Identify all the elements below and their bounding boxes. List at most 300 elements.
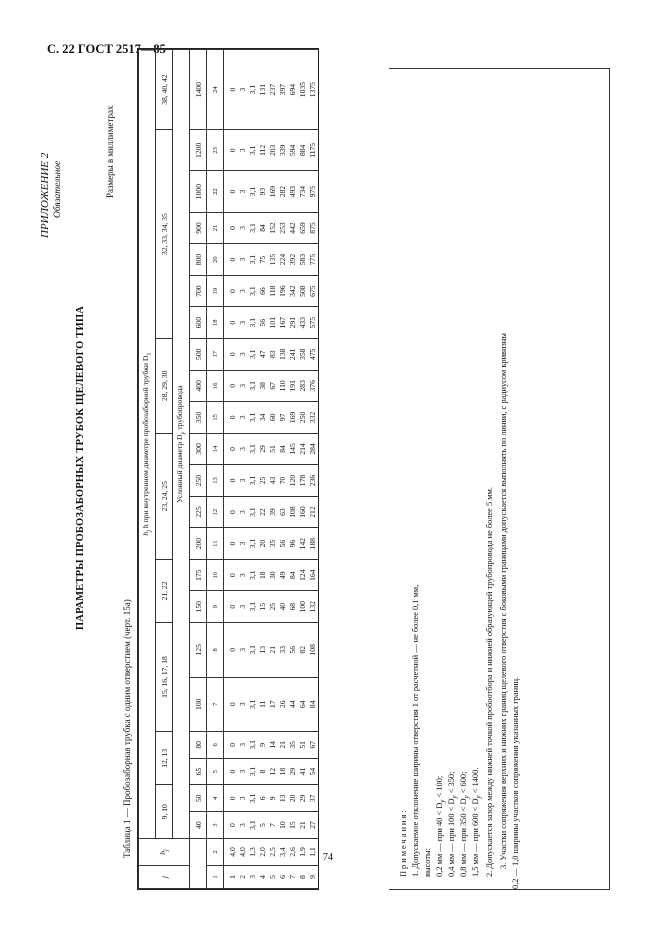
column-number: 5 xyxy=(206,758,223,785)
h-value-cell: 0 xyxy=(223,307,238,339)
h-value-cell: 3,1 xyxy=(248,591,258,623)
table-row xyxy=(248,50,258,889)
column-number: 24 xyxy=(206,50,223,130)
h-value-cell: 142 xyxy=(298,528,308,560)
h-value-cell: 67 xyxy=(268,370,278,402)
table-row xyxy=(258,50,268,889)
column-number: 3 xyxy=(206,812,223,839)
column-number: 17 xyxy=(206,338,223,370)
row-bj: 4,0 xyxy=(238,839,248,866)
h-value-cell: 3 xyxy=(238,528,248,560)
h-value-cell: 3,1 xyxy=(248,338,258,370)
table-caption: Таблица 1 — Пробозаборная трубка с одним отверстием (черт. 15а) xyxy=(121,599,132,858)
h-value-cell: 152 xyxy=(268,212,278,244)
dy-value-header: 80 xyxy=(189,732,206,759)
h-value-cell: 135 xyxy=(268,244,278,276)
h-value-cell: 15 xyxy=(258,591,268,623)
h-value-cell: 132 xyxy=(308,591,318,623)
column-number: 8 xyxy=(206,623,223,678)
h-value-cell: 358 xyxy=(298,338,308,370)
h-value-cell: 14 xyxy=(268,732,278,759)
h-value-cell: 11 xyxy=(258,677,268,731)
row-bj: 4,0 xyxy=(223,839,238,866)
h-value-cell: 29 xyxy=(258,433,268,465)
h-value-cell: 25 xyxy=(268,591,278,623)
h-value-cell: 7 xyxy=(268,812,278,839)
h-value-cell: 3,1 xyxy=(248,244,258,276)
h-value-cell: 131 xyxy=(258,50,268,130)
h-value-cell: 164 xyxy=(308,559,318,591)
h-value-cell: 694 xyxy=(288,50,298,130)
h-value-cell: 0 xyxy=(223,677,238,731)
h-value-cell: 3,1 xyxy=(248,732,258,759)
table-row xyxy=(288,50,298,889)
h-value-cell: 0 xyxy=(223,785,238,812)
dy-value-header: 900 xyxy=(189,212,206,244)
h-value-cell: 37 xyxy=(308,785,318,812)
dy-value-header: 400 xyxy=(189,370,206,402)
row-j: 7 xyxy=(288,866,298,889)
h-value-cell: 3,1 xyxy=(248,528,258,560)
column-number: 10 xyxy=(206,559,223,591)
column-number: 1 xyxy=(206,866,223,889)
dy-value-header: 500 xyxy=(189,338,206,370)
d1-group-header: 38, 40, 42 xyxy=(155,50,172,130)
dy-value-header: 175 xyxy=(189,559,206,591)
h-value-cell: 112 xyxy=(258,130,268,171)
h-value-cell: 60 xyxy=(268,402,278,434)
dy-value-header: 600 xyxy=(189,307,206,339)
row-j: 8 xyxy=(298,866,308,889)
column-number: 14 xyxy=(206,433,223,465)
h-value-cell: 3 xyxy=(238,275,248,307)
column-number: 21 xyxy=(206,212,223,244)
h-value-cell: 339 xyxy=(278,130,288,171)
row-j: 2 xyxy=(238,866,248,889)
h-value-cell: 0 xyxy=(223,275,238,307)
h-value-cell: 3 xyxy=(238,307,248,339)
h-value-cell: 9 xyxy=(268,785,278,812)
h-value-cell: 33 xyxy=(278,623,288,678)
note-1-height: высоты: xyxy=(422,848,432,877)
d1-group-header: 15, 16, 17, 18 xyxy=(155,623,172,732)
note-1-item-1: 0,2 мм — при $40 < D_у < 100$; xyxy=(434,775,447,877)
h-value-cell: 975 xyxy=(308,171,318,212)
h-value-cell: 3 xyxy=(238,785,248,812)
h-value-cell: 3 xyxy=(238,433,248,465)
h-header: $h_j$ h при внутреннем диаметре пробозаборной трубки $D_1$ xyxy=(138,50,155,839)
h-value-cell: 35 xyxy=(268,528,278,560)
h-value-cell: 493 xyxy=(288,171,298,212)
row-bj: 1,1 xyxy=(308,839,318,866)
h-value-cell: 0 xyxy=(223,623,238,678)
h-value-cell: 3 xyxy=(238,370,248,402)
main-title: ПАРАМЕТРЫ ПРОБОЗАБОРНЫХ ТРУБОК ЩЕЛЕВОГО ТИПА xyxy=(74,305,86,631)
h-value-cell: 13 xyxy=(278,785,288,812)
h-value-cell: 21 xyxy=(298,812,308,839)
h-value-cell: 3 xyxy=(238,465,248,497)
note-2: 2. Допускается зазор между нижней точкой пробоотбора и нижней образующей трубопровода не более 5 мм. xyxy=(484,487,494,877)
h-value-cell: 442 xyxy=(288,212,298,244)
h-value-cell: 3,1 xyxy=(248,785,258,812)
h-value-cell: 3 xyxy=(238,623,248,678)
d1-group-header: 12, 13 xyxy=(155,732,172,786)
h-value-cell: 397 xyxy=(278,50,288,130)
dy-value-header: 300 xyxy=(189,433,206,465)
h-value-cell: 5 xyxy=(258,812,268,839)
note-3: 3. Участки сопряжения верхних и нижних границ щелевого отверстия с боковыми границами допускается выполнять по линии, с радиусом кривизны xyxy=(498,333,508,869)
h-value-cell: 21 xyxy=(268,623,278,678)
h-value-cell: 0 xyxy=(223,465,238,497)
h-value-cell: 17 xyxy=(268,677,278,731)
row-j: 1 xyxy=(223,866,238,889)
d1-group-header: 23, 24, 25 xyxy=(155,433,172,559)
table-row xyxy=(308,50,318,889)
dy-value-header: 200 xyxy=(189,528,206,560)
h-value-cell: 101 xyxy=(268,307,278,339)
h-value-cell: 1175 xyxy=(308,130,318,171)
h-value-cell: 3 xyxy=(238,758,248,785)
h-value-cell: 237 xyxy=(268,50,278,130)
dy-value-header: 250 xyxy=(189,465,206,497)
h-value-cell: 282 xyxy=(278,171,288,212)
h-value-cell: 96 xyxy=(288,528,298,560)
h-value-cell: 84 xyxy=(258,212,268,244)
h-value-cell: 0 xyxy=(223,130,238,171)
h-value-cell: 49 xyxy=(278,559,288,591)
column-number: 2 xyxy=(206,839,223,866)
h-value-cell: 10 xyxy=(278,812,288,839)
dy-value-header: 225 xyxy=(189,496,206,528)
h-value-cell: 3 xyxy=(238,50,248,130)
h-value-cell: 3,1 xyxy=(248,402,258,434)
h-value-cell: 6 xyxy=(258,785,268,812)
table-row xyxy=(238,50,248,889)
h-value-cell: 250 xyxy=(298,402,308,434)
h-value-cell: 138 xyxy=(278,338,288,370)
h-value-cell: 56 xyxy=(278,528,288,560)
h-value-cell: 188 xyxy=(308,528,318,560)
h-value-cell: 3 xyxy=(238,559,248,591)
h-value-cell: 66 xyxy=(258,275,268,307)
h-value-cell: 3,1 xyxy=(248,171,258,212)
column-number: 16 xyxy=(206,370,223,402)
column-number: 9 xyxy=(206,591,223,623)
h-value-cell: 508 xyxy=(298,275,308,307)
h-value-cell: 0 xyxy=(223,812,238,839)
h-value-cell: 0 xyxy=(223,528,238,560)
h-value-cell: 3,1 xyxy=(248,559,258,591)
h-value-cell: 178 xyxy=(298,465,308,497)
h-value-cell: 376 xyxy=(308,370,318,402)
h-value-cell: 3,1 xyxy=(248,307,258,339)
h-value-cell: 25 xyxy=(258,465,268,497)
h-value-cell: 3,1 xyxy=(248,496,258,528)
h-value-cell: 575 xyxy=(308,307,318,339)
h-value-cell: 212 xyxy=(308,496,318,528)
h-value-cell: 18 xyxy=(258,559,268,591)
h-value-cell: 8 xyxy=(258,758,268,785)
h-value-cell: 3 xyxy=(238,130,248,171)
h-value-cell: 475 xyxy=(308,338,318,370)
h-value-cell: 392 xyxy=(288,244,298,276)
h-value-cell: 15 xyxy=(288,812,298,839)
column-number: 20 xyxy=(206,244,223,276)
h-value-cell: 1375 xyxy=(308,50,318,130)
row-bj: 2,0 xyxy=(258,839,268,866)
h-value-cell: 47 xyxy=(258,338,268,370)
h-value-cell: 3 xyxy=(238,402,248,434)
h-value-cell: 3 xyxy=(238,171,248,212)
h-value-cell: 18 xyxy=(278,758,288,785)
appendix-title: ПРИЛОЖЕНИЕ 2 xyxy=(38,152,51,238)
h-value-cell: 3,1 xyxy=(248,275,258,307)
h-value-cell: 3 xyxy=(238,496,248,528)
dy-value-header: 40 xyxy=(189,812,206,839)
h-value-cell: 56 xyxy=(258,307,268,339)
h-value-cell: 3,1 xyxy=(248,812,258,839)
column-number: 11 xyxy=(206,528,223,560)
column-number: 13 xyxy=(206,465,223,497)
row-bj: 1,3 xyxy=(248,839,258,866)
h-value-cell: 35 xyxy=(288,732,298,759)
row-j: 6 xyxy=(278,866,288,889)
h-value-cell: 51 xyxy=(298,732,308,759)
h-value-cell: 433 xyxy=(298,307,308,339)
h-value-cell: 3,1 xyxy=(248,130,258,171)
h-value-cell: 38 xyxy=(258,370,268,402)
h-value-cell: 160 xyxy=(298,496,308,528)
note-1-item-4: 1,5 мм — при $600 < D_у < 1400$. xyxy=(470,767,483,877)
h-value-cell: 70 xyxy=(278,465,288,497)
h-value-cell: 118 xyxy=(268,275,278,307)
h-value-cell: 224 xyxy=(278,244,288,276)
h-value-cell: 100 xyxy=(298,591,308,623)
h-value-cell: 0 xyxy=(223,732,238,759)
h-value-cell: 196 xyxy=(278,275,288,307)
h-value-cell: 29 xyxy=(288,758,298,785)
dy-value-header: 700 xyxy=(189,275,206,307)
h-value-cell: 83 xyxy=(268,338,278,370)
h-value-cell: 0 xyxy=(223,338,238,370)
h-value-cell: 3 xyxy=(238,338,248,370)
h-value-cell: 3,1 xyxy=(248,50,258,130)
h-value-cell: 84 xyxy=(308,677,318,731)
h-value-cell: 68 xyxy=(288,591,298,623)
h-value-cell: 3,1 xyxy=(248,677,258,731)
h-value-cell: 22 xyxy=(258,496,268,528)
h-value-cell: 3 xyxy=(238,591,248,623)
h-value-cell: 3 xyxy=(238,244,248,276)
d1-group-header: 32, 33, 34, 35 xyxy=(155,130,172,339)
note-1-item-2: 0,4 мм — при $100 < D_у < 350$; xyxy=(446,771,459,877)
h-value-cell: 3,1 xyxy=(248,212,258,244)
d1-group-header: 28, 29, 30 xyxy=(155,338,172,433)
h-value-cell: 191 xyxy=(288,370,298,402)
table-row xyxy=(278,50,288,889)
h-value-cell: 3,1 xyxy=(248,465,258,497)
h-value-cell: 884 xyxy=(298,130,308,171)
h-value-cell: 0 xyxy=(223,212,238,244)
dy-value-header: 800 xyxy=(189,244,206,276)
table-row xyxy=(268,50,278,889)
h-value-cell: 3,1 xyxy=(248,758,258,785)
h-value-cell: 0 xyxy=(223,496,238,528)
h-value-cell: 3 xyxy=(238,732,248,759)
dy-header: Условный диаметр $D_у$ трубопровода xyxy=(172,50,189,839)
notes-block xyxy=(389,68,610,890)
row-bj: 2,5 xyxy=(268,839,278,866)
h-value-cell: 13 xyxy=(258,623,268,678)
units-note: Размеры в миллиметрах xyxy=(104,105,115,198)
column-number: 22 xyxy=(206,171,223,212)
h-value-cell: 0 xyxy=(223,758,238,785)
dy-value-header: 150 xyxy=(189,591,206,623)
h-value-cell: 291 xyxy=(288,307,298,339)
h-value-cell: 67 xyxy=(308,732,318,759)
row-bj: 3,4 xyxy=(278,839,288,866)
page-header: С. 22 ГОСТ 2517—85 xyxy=(47,42,166,56)
column-number: 4 xyxy=(206,785,223,812)
h-value-cell: 3 xyxy=(238,812,248,839)
h-value-cell: 75 xyxy=(258,244,268,276)
h-value-cell: 253 xyxy=(278,212,288,244)
dy-value-header: 1400 xyxy=(189,50,206,130)
h-value-cell: 120 xyxy=(288,465,298,497)
dy-value-header: 100 xyxy=(189,677,206,731)
dy-row-spacer xyxy=(189,839,206,889)
h-value-cell: 20 xyxy=(258,528,268,560)
note-3-continued: 0,2 — 1,0 ширины участков сопряжения указанных границ. xyxy=(510,676,520,889)
row-bj: 2,6 xyxy=(288,839,298,866)
h-value-cell: 0 xyxy=(223,433,238,465)
h-value-cell: 236 xyxy=(308,465,318,497)
column-number: 12 xyxy=(206,496,223,528)
h-value-cell: 26 xyxy=(278,677,288,731)
note-1: 1. Допускаемое отклонение ширины отверстия 1 от расчетной — не более 0,1 мм, xyxy=(410,584,420,877)
h-value-cell: 0 xyxy=(223,171,238,212)
col-bj-header: $b_j$ xyxy=(138,839,189,866)
h-value-cell: 675 xyxy=(308,275,318,307)
h-value-cell: 0 xyxy=(223,370,238,402)
h-value-cell: 108 xyxy=(308,623,318,678)
dy-value-header: 1200 xyxy=(189,130,206,171)
h-value-cell: 30 xyxy=(268,559,278,591)
row-j: 9 xyxy=(308,866,318,889)
h-value-cell: 342 xyxy=(288,275,298,307)
h-value-cell: 3,1 xyxy=(248,433,258,465)
h-value-cell: 9 xyxy=(258,732,268,759)
table-row xyxy=(223,50,238,889)
h-value-cell: 43 xyxy=(268,465,278,497)
h-value-cell: 108 xyxy=(288,496,298,528)
column-number: 19 xyxy=(206,275,223,307)
h-value-cell: 594 xyxy=(288,130,298,171)
h-value-cell: 3 xyxy=(238,212,248,244)
dy-value-header: 350 xyxy=(189,402,206,434)
column-number: 6 xyxy=(206,732,223,759)
h-value-cell: 54 xyxy=(308,758,318,785)
h-value-cell: 64 xyxy=(298,677,308,731)
h-value-cell: 21 xyxy=(278,732,288,759)
page-number: 74 xyxy=(323,852,333,863)
column-number: 18 xyxy=(206,307,223,339)
h-value-cell: 659 xyxy=(298,212,308,244)
dy-value-header: 50 xyxy=(189,785,206,812)
h-value-cell: 82 xyxy=(298,623,308,678)
column-number: 23 xyxy=(206,130,223,171)
h-value-cell: 0 xyxy=(223,244,238,276)
h-value-cell: 3,1 xyxy=(248,623,258,678)
table-row xyxy=(298,50,308,889)
h-value-cell: 0 xyxy=(223,559,238,591)
column-number: 15 xyxy=(206,402,223,434)
appendix-subtitle: Обязательное xyxy=(52,160,63,218)
row-bj: 1,9 xyxy=(298,839,308,866)
h-value-cell: 44 xyxy=(288,677,298,731)
row-j: 5 xyxy=(268,866,278,889)
h-value-cell: 0 xyxy=(223,591,238,623)
d1-group-header: 21, 22 xyxy=(155,559,172,622)
h-value-cell: 283 xyxy=(298,370,308,402)
notes-heading: Примечания: xyxy=(398,808,408,877)
row-j: 4 xyxy=(258,866,268,889)
h-value-cell: 734 xyxy=(298,171,308,212)
h-value-cell: 3,1 xyxy=(248,370,258,402)
parameters-table xyxy=(137,48,319,890)
h-value-cell: 0 xyxy=(223,402,238,434)
h-value-cell: 110 xyxy=(278,370,288,402)
h-value-cell: 1035 xyxy=(298,50,308,130)
h-value-cell: 169 xyxy=(288,402,298,434)
h-value-cell: 3 xyxy=(238,677,248,731)
h-value-cell: 145 xyxy=(288,433,298,465)
row-j: 3 xyxy=(248,866,258,889)
h-value-cell: 97 xyxy=(278,402,288,434)
h-value-cell: 214 xyxy=(298,433,308,465)
h-value-cell: 875 xyxy=(308,212,318,244)
h-value-cell: 332 xyxy=(308,402,318,434)
h-value-cell: 84 xyxy=(278,433,288,465)
h-value-cell: 39 xyxy=(268,496,278,528)
h-value-cell: 41 xyxy=(298,758,308,785)
h-value-cell: 124 xyxy=(298,559,308,591)
h-value-cell: 51 xyxy=(268,433,278,465)
h-value-cell: 34 xyxy=(258,402,268,434)
h-value-cell: 12 xyxy=(268,758,278,785)
dy-value-header: 1000 xyxy=(189,171,206,212)
d1-group-header: 9, 10 xyxy=(155,785,172,839)
col-j-header: j xyxy=(138,866,189,889)
h-value-cell: 241 xyxy=(288,338,298,370)
h-value-cell: 63 xyxy=(278,496,288,528)
h-value-cell: 29 xyxy=(298,785,308,812)
h-value-cell: 56 xyxy=(288,623,298,678)
h-value-cell: 20 xyxy=(288,785,298,812)
h-value-cell: 583 xyxy=(298,244,308,276)
dy-value-header: 125 xyxy=(189,623,206,678)
h-value-cell: 775 xyxy=(308,244,318,276)
note-1-item-3: 0,8 мм — при $350 < D_у < 600$; xyxy=(458,771,471,877)
h-value-cell: 40 xyxy=(278,591,288,623)
h-value-cell: 27 xyxy=(308,812,318,839)
h-value-cell: 84 xyxy=(288,559,298,591)
h-value-cell: 284 xyxy=(308,433,318,465)
h-value-cell: 93 xyxy=(258,171,268,212)
h-value-cell: 167 xyxy=(278,307,288,339)
column-number: 7 xyxy=(206,677,223,731)
h-value-cell: 203 xyxy=(268,130,278,171)
